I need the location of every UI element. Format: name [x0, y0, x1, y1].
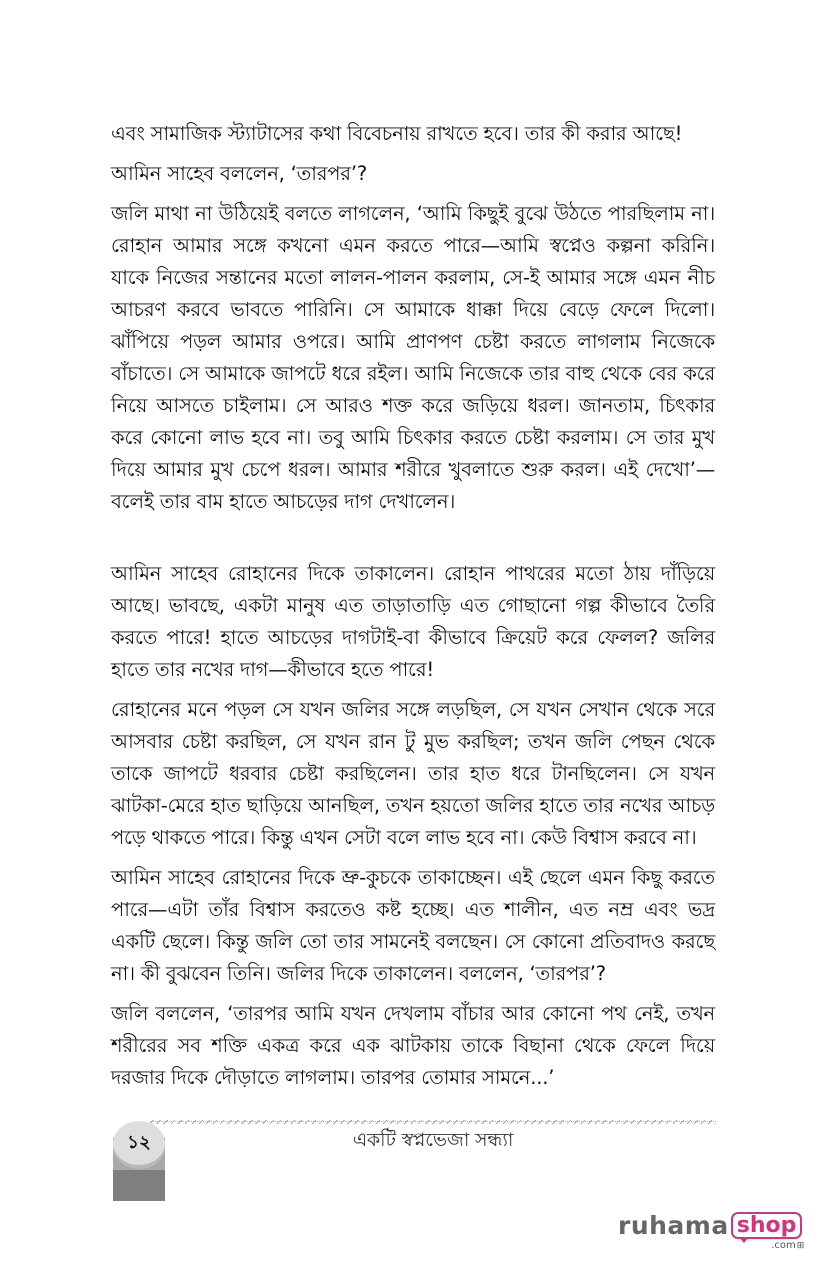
- running-title: একটি স্বপ্নভেজা সন্ধ্যা: [352, 1129, 514, 1151]
- page-body: [111, 118, 715, 1094]
- speech-bubble-tail-icon: [739, 1237, 749, 1243]
- page-number: ১২: [113, 1121, 165, 1165]
- paragraph: আমিন সাহেব রোহানের দিকে তাকালেন। রোহান পাথরের মতো ঠায় দাঁড়িয়ে আছে। ভাবছে, একটা মানুষ এত তাড়াতাড়ি এত গোছানো গল্প কীভাবে তৈরি করতে পারে! হাতে আচড়ের দাগটাই-বা কীভাবে ক্রিয়েট করে ফেলল? জলির হাতে তার নখের দাগ—কীভাবে হতে পারে!: [111, 562, 715, 681]
- brand-shop-badge: [731, 1212, 805, 1251]
- paragraph: জলি বললেন, ‘তারপর আমি যখন দেখলাম বাঁচার আর কোনো পথ নেই, তখন শরীরের সব শক্তি একত্র করে এক ঝাটকায় তাকে বিছানা থেকে ফেলে দিয়ে দরজার দিকে দৌড়াতে লাগলাম। তারপর তোমার সামনে...’: [111, 1002, 715, 1089]
- brand-watermark: [618, 1211, 805, 1251]
- paragraph: এবং সামাজিক স্ট্যাটাসের কথা বিবেচনায় রাখতে হবে। তার কী করার আছে!: [111, 122, 683, 145]
- brand-name: ruhama: [618, 1211, 729, 1240]
- paragraph: আমিন সাহেব রোহানের দিকে ভ্রু-কুচকে তাকাচ্ছেন। এই ছেলে এমন কিছু করতে পারে—এটা তাঁর বিশ্বাস করতেও কষ্ট হচ্ছে। এত শালীন, এত নম্র এবং ভদ্র একটি ছেলে। কিন্তু জলি তো তার সামনেই বলছেন। সে কোনো প্রতিবাদও করছে না। কী বুঝবেন তিনি। জলির দিকে তাকালেন। বললেন, ‘তারপর’?: [111, 866, 715, 985]
- paragraph: রোহানের মনে পড়ল সে যখন জলির সঙ্গে লড়ছিল, সে যখন সেখান থেকে সরে আসবার চেষ্টা করছিল, সে যখন রান টু মুভ করছিল; তখন জলি পেছন থেকে তাকে জাপটে ধরবার চেষ্টা করছিলেন। তার হাত ধরে টানছিলেন। সে যখন ঝাটকা-মেরে হাত ছাড়িয়ে আনছিল, তখন হয়তো জলির হাতে তার নখের আচড় পড়ে থাকতে পারে। কিন্তু এখন সেটা বলে লাভ হবে না। কেউ বিশ্বাস করবে না।: [111, 698, 715, 849]
- footer-divider: [150, 1120, 716, 1124]
- brand-shop-label: shop: [731, 1212, 803, 1239]
- paragraph: আমিন সাহেব বললেন, ‘তারপর’?: [111, 162, 367, 185]
- shopping-cart-icon: ⊞: [796, 1241, 805, 1251]
- paragraph: জলি মাথা না উঠিয়েই বলতে লাগলেন, ‘আমি কিছুই বুঝে উঠতে পারছিলাম না। রোহান আমার সঙ্গে কখনো এমন করতে পারে—আমি স্বপ্নেও কল্পনা করিনি। যাকে নিজের সন্তানের মতো লালন-পালন করলাম, সে-ই আমার সঙ্গে এমন নীচ আচরণ করবে ভাবতে পারিনি। সে আমাকে ধাক্কা দিয়ে বেড়ে ফেলে দিলো। ঝাঁপিয়ে পড়ল আমার ওপরে। আমি প্রাণপণ চেষ্টা করতে লাগলাম নিজেকে বাঁচাতে। সে আমাকে জাপটে ধরে রইল। আমি নিজেকে তার বাহু থেকে বের করে নিয়ে আসতে চাইলাম। সে আরও শক্ত করে জড়িয়ে ধরল। জানতাম, চিৎকার করে কোনো লাভ হবে না। তবু আমি চিৎকার করতে চেষ্টা করলাম। সে তার মুখ দিয়ে আমার মুখ চেপে ধরল। আমার শরীরে খুবলাতে শুরু করল। এই দেখো’—বলেই তার বাম হাতে আচড়ের দাগ দেখালেন।: [111, 202, 715, 513]
- brand-domain-wrap: [771, 1240, 804, 1251]
- brand-domain: .com: [771, 1240, 796, 1251]
